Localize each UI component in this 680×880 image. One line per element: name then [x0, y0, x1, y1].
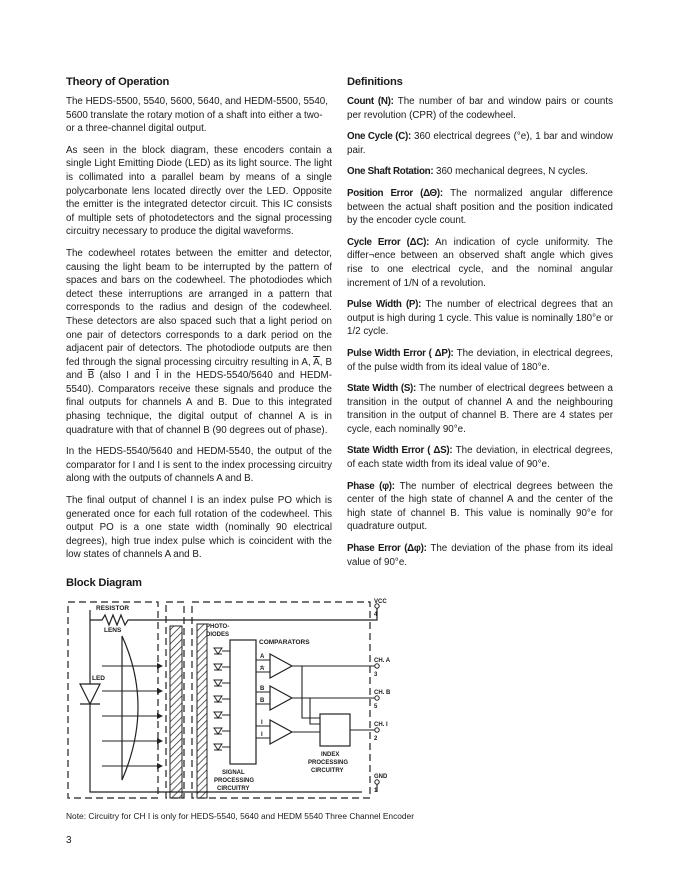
definition-item: State Width (S): The number of electrical degrees between a transition in the output of channel A and the neighbouring transition in the output of channel B. There are 4 states per cycle, each nominally 90°e.	[347, 383, 613, 435]
lens-label: LENS	[104, 627, 122, 634]
theory-title: Theory of Operation	[66, 76, 170, 88]
gnd-pin: 1	[374, 788, 378, 794]
footnote: Note: Circuitry for CH I is only for HEDS-5540, 5640 and HEDM 5540 Three Channel Encoder	[66, 811, 415, 821]
theory-paragraph-1: The HEDS-5500, 5540, 5600, 5640, and HEDM-5500, 5540, 5600 translate the rotary motion of a shaft into either a two- or a three-channel digital output.	[66, 96, 328, 135]
signal-processing-label-1: SIGNAL	[222, 770, 245, 776]
definitions-title: Definitions	[347, 76, 403, 88]
definitions-list	[347, 95, 613, 569]
index-processing-label-2: PROCESSING	[308, 760, 349, 766]
signal-i-label: I	[261, 720, 263, 726]
ch-a-label: CH. A	[374, 658, 391, 664]
theory-section	[66, 76, 332, 570]
theory-paragraph-5: The final output of channel I is an index pulse PO which is generated once for each full rotation of the codewheel. This output PO is a one state width (nominally 90 electrical degrees), high true index pulse which is coincident with the low states of channels A and B.	[66, 495, 332, 561]
signal-processing-block	[230, 640, 256, 764]
codewheel	[170, 626, 182, 798]
signal-b-label: B	[260, 686, 265, 692]
theory-paragraph-4: In the HEDS-5540/5640 and HEDM-5540, the output of the comparator for I and I is sent to the index processing circuitry along with the outputs of channels A and B.	[66, 446, 332, 485]
block-diagram-title: Block Diagram	[66, 577, 142, 589]
definition-item: One Shaft Rotation: 360 mechanical degrees, N cycles.	[347, 166, 588, 178]
vcc-label: VCC	[374, 599, 387, 605]
definition-item: Position Error (ΔΘ): The normalized angular difference between the actual shaft position and the position indicated by the encoder cycle count.	[347, 187, 613, 227]
comparators-label: COMPARATORS	[259, 639, 310, 646]
signal-processing-label-3: CIRCUITRY	[217, 786, 250, 792]
ch-b-pin: 5	[374, 704, 378, 710]
definitions-section	[347, 76, 613, 577]
photodiode-array	[214, 648, 230, 750]
block-diagram	[62, 596, 392, 806]
signal-bbar-label: B	[260, 698, 265, 704]
vcc-pin: 4	[374, 612, 378, 618]
led-label: LED	[92, 675, 105, 682]
signal-a-label: A	[260, 654, 265, 660]
definition-item: Count (N): The number of bar and window pairs or counts per revolution (CPR) of the codewheel.	[347, 96, 614, 121]
comparator-triangles	[270, 654, 292, 744]
theory-paragraph-2: As seen in the block diagram, these encoders contain a single Light Emitting Diode (LED) as its light source. The light is collimated into a parallel beam by means of a single polycarbonate lens located directly over the LED. Opposite the emitter is the integrated detector circuit. This IC consists of multiple sets of photodetectors and the signal processing circuitry necessary to produce the digital waveforms.	[66, 144, 332, 238]
index-processing-label-3: CIRCUITRY	[311, 768, 344, 774]
definition-item: Pulse Width (P): The number of electrical degrees that an output is high during 1 cycle. This value is nominally 180°e or 1/2 cycle.	[347, 299, 613, 338]
ch-i-label: CH. I	[374, 722, 388, 728]
photodiode-mask	[197, 624, 207, 798]
signal-processing-label-2: PROCESSING	[214, 778, 255, 784]
theory-paragraph-3: The codewheel rotates between the emitter and detector, causing the light beam to be interrupted by the pattern of spaces and bars on the codewheel. The photodiodes which detect these interruptions are arranged in a pattern that corresponds to the radius and design of the codewheel. These detectors are also spaced such that a light period on one pair of detectors corresponds to a dark period on the adjacent pair of detectors. The photodiode outputs are then fed through the signal processing circuitry resulting in A, $\overline{A}$, B and $\overline{B}$ (also I and $\overline{I}$ in the HEDS-5540/5640 and HEDM-5540). Comparators receive these signals and produce the final outputs for channels A and B. Due to this integrated phasing technique, the digital output of channel A is in quadrature with that of channel B (90 degrees out of phase).	[66, 247, 332, 436]
index-processing-label-1: INDEX	[321, 752, 340, 758]
definition-item: Pulse Width Error ( ΔP): The deviation, in electrical degrees, of the pulse width from its ideal value of 180°e.	[347, 347, 613, 373]
photodiodes-label-2: DIODES	[206, 632, 230, 638]
definition-item: Cycle Error (ΔC): An indication of cycle uniformity. The differ¬ence between an observed shaft angle which gives rise to one electrical cycle, and the nominal angular increment of 1/N of a revolution.	[347, 236, 613, 289]
lens	[122, 636, 138, 780]
gnd-label: GND	[374, 774, 388, 780]
signal-ibar-label: I	[261, 732, 263, 738]
definition-item: Phase Error (Δφ): The deviation of the phase from its ideal value of 90°e.	[347, 543, 613, 568]
definition-item: State Width Error ( ΔS): The deviation, in electrical degrees, of each state width from its ideal value of 90°e.	[347, 445, 613, 471]
page-number: 3	[66, 835, 72, 846]
ch-i-pin: 2	[374, 736, 378, 742]
photodiodes-label-1: PHOTO-	[206, 624, 230, 630]
signal-abar-label: A	[260, 666, 265, 672]
definition-item: One Cycle (C): 360 electrical degrees (°e), 1 bar and window pair.	[347, 131, 614, 156]
ch-b-label: CH. B	[374, 690, 391, 696]
index-processing-block	[320, 714, 350, 746]
ch-a-pin: 3	[374, 672, 378, 678]
definition-item: Phase (φ): The number of electrical degrees between the center of the high state of channel A and the center of the high state of channel B. This value is nominally 90°e for quadrature output.	[347, 480, 613, 533]
resistor-label: RESISTOR	[96, 605, 130, 612]
